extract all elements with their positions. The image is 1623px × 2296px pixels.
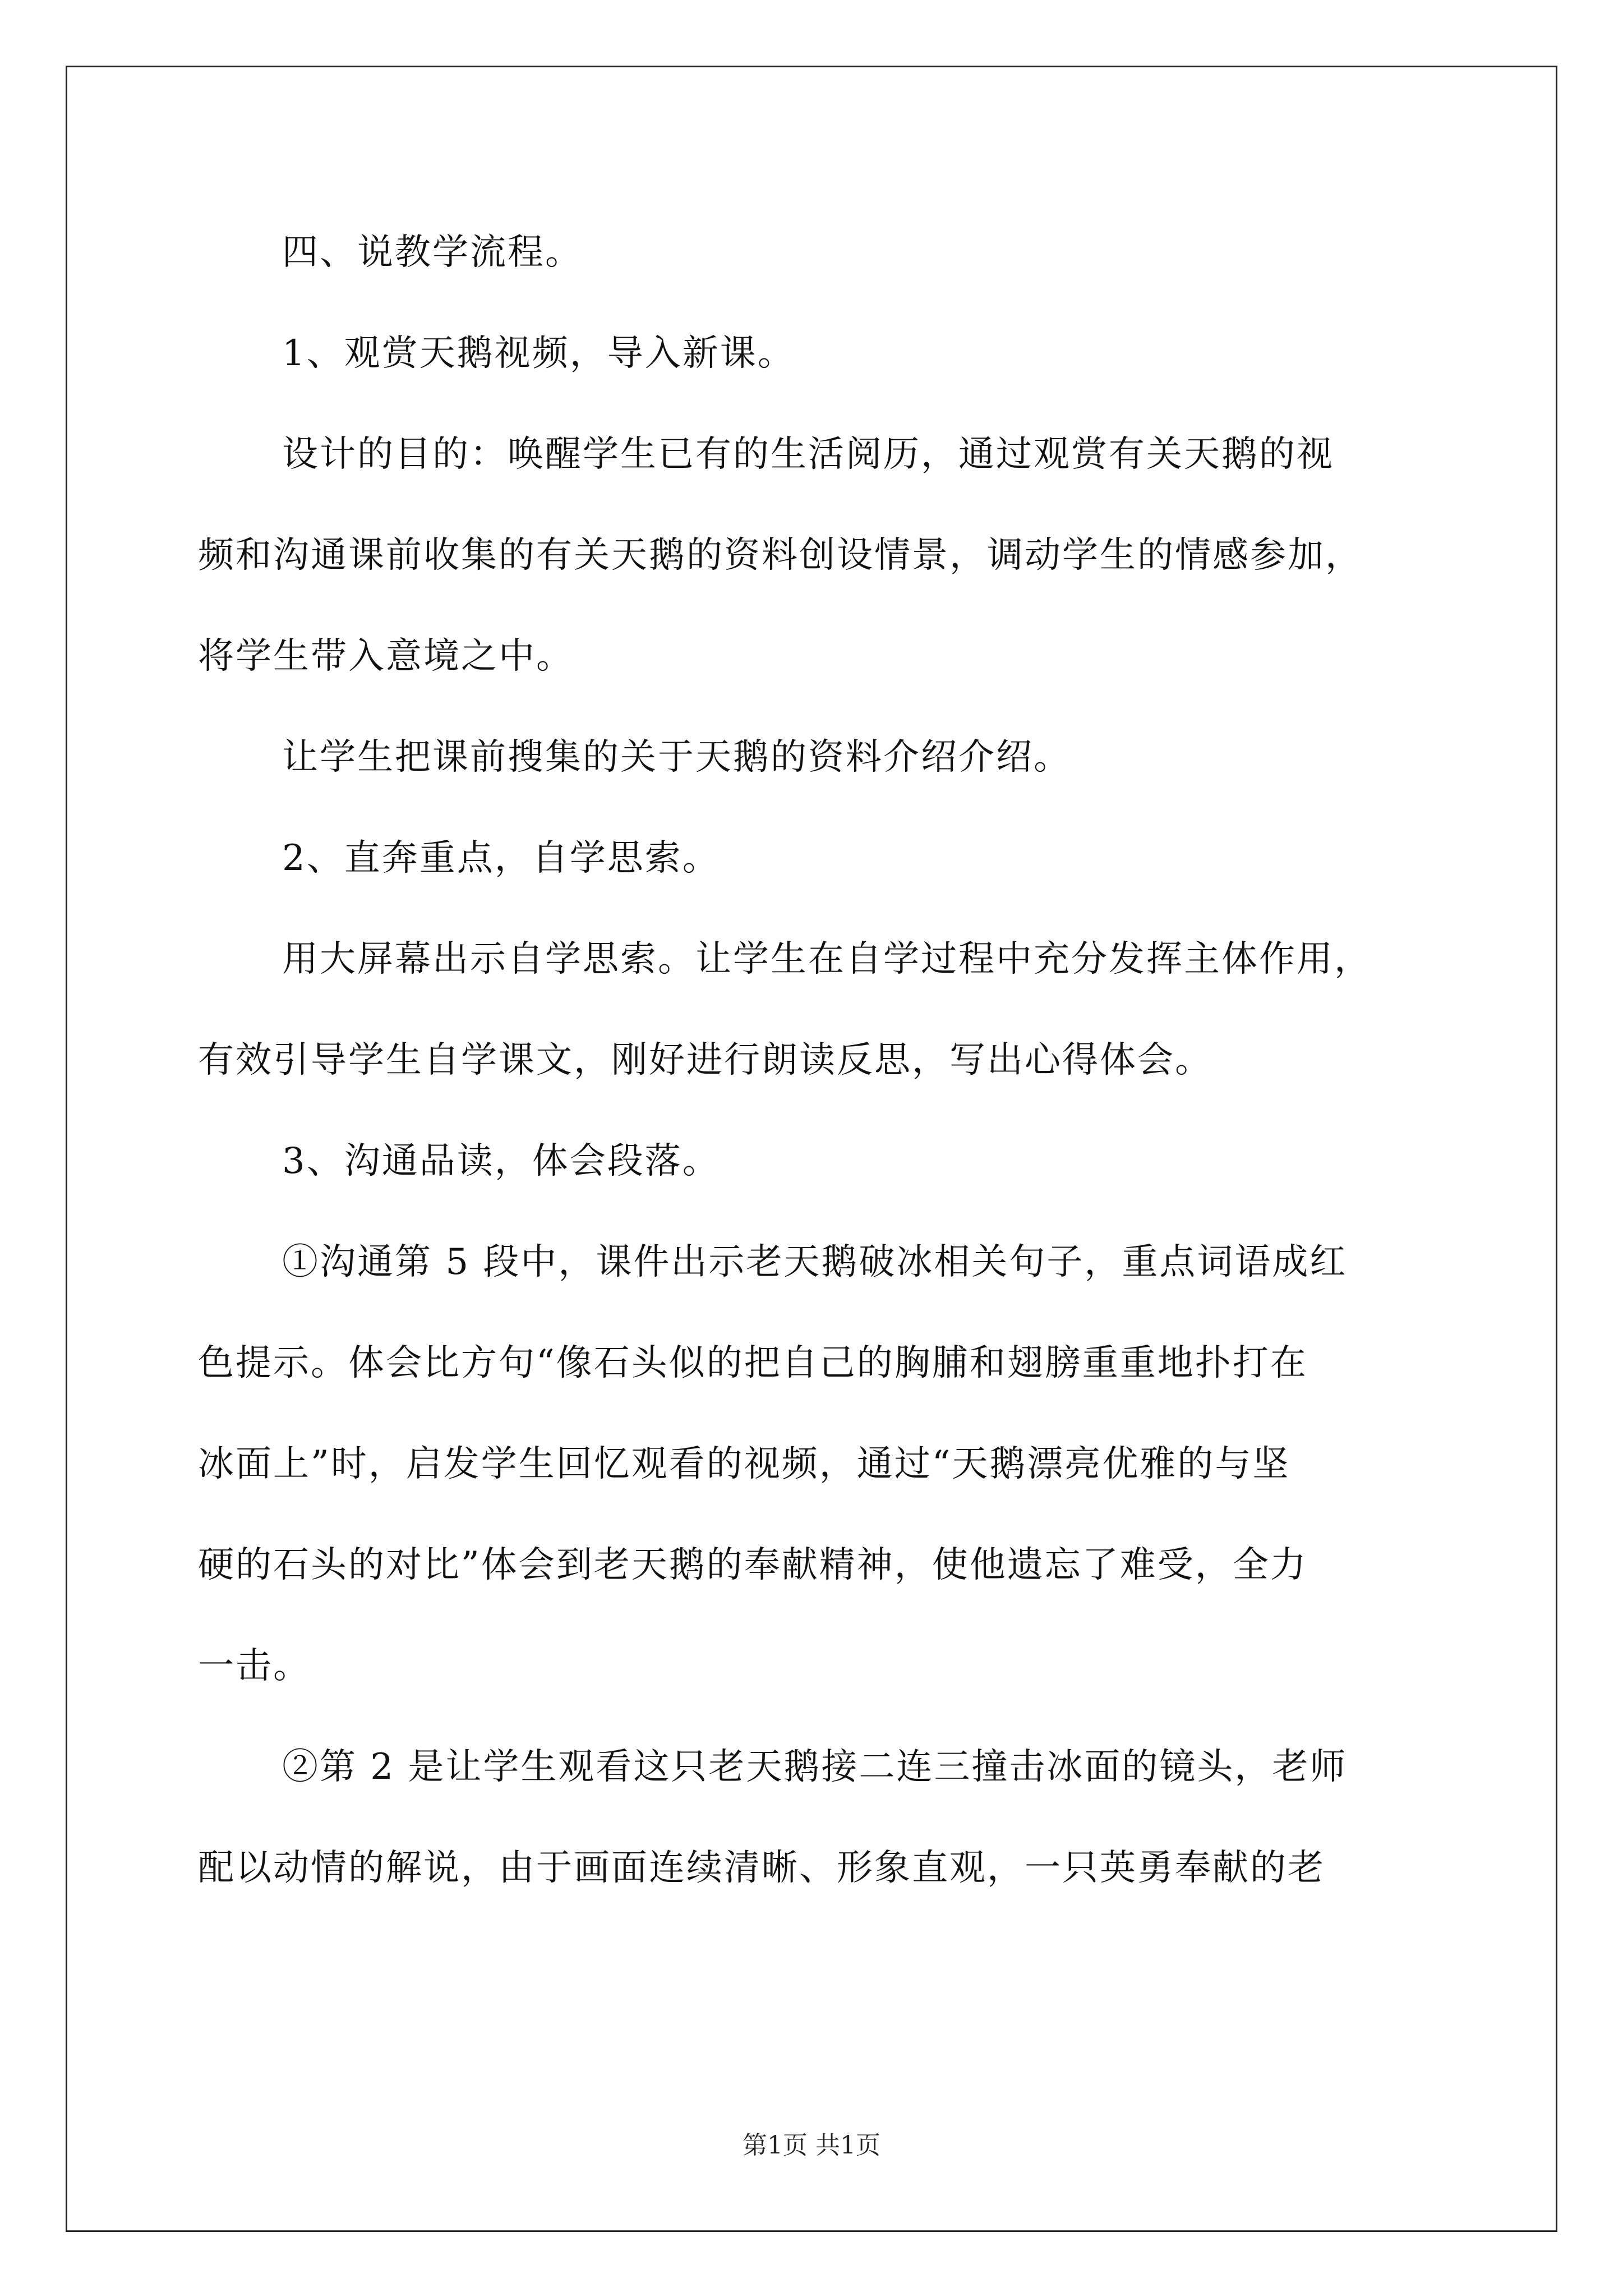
step-3-heading: 3、沟通品读，体会段落。	[282, 1140, 720, 1182]
section-heading-teaching-process: 四、说教学流程。	[282, 232, 583, 273]
paragraph-line: ①沟通第 5 段中，课件出示老天鹅破冰相关句子，重点词语成红	[282, 1241, 1348, 1283]
paragraph-line: 将学生带入意境之中。	[198, 636, 574, 677]
paragraph-line: ②第 2 是让学生观看这只老天鹅接二连三撞击冰面的镜头，老师	[282, 1746, 1348, 1788]
step-2-heading: 2、直奔重点，自学思索。	[282, 838, 720, 879]
paragraph-line: 一击。	[198, 1645, 311, 1687]
step-1-heading: 1、观赏天鹅视频，导入新课。	[282, 333, 795, 374]
paragraph-line: 频和沟通课前收集的有关天鹅的资料创设情景，调动学生的情感参加，	[198, 535, 1363, 576]
paragraph-line: 硬的石头的对比”体会到老天鹅的奉献精神，使他遗忘了难受，全力	[198, 1544, 1308, 1586]
paragraph-line: 让学生把课前搜集的关于天鹅的资料介绍介绍。	[282, 737, 1071, 778]
paragraph-line: 色提示。体会比方句“像石头似的把自己的胸脯和翅膀重重地扑打在	[198, 1342, 1308, 1384]
paragraph-line: 设计的目的：唤醒学生已有的生活阅历，通过观赏有关天鹅的视	[282, 434, 1334, 475]
paragraph-line: 有效引导学生自学课文，刚好进行朗读反思，写出心得体会。	[198, 1039, 1212, 1081]
page-number-footer: 第1页 共1页	[743, 2131, 880, 2160]
paragraph-line: 配以动情的解说，由于画面连续清晰、形象直观，一只英勇奉献的老	[198, 1847, 1325, 1889]
paragraph-line: 冰面上”时，启发学生回忆观看的视频，通过“天鹅漂亮优雅的与坚	[198, 1443, 1290, 1485]
paragraph-line: 用大屏幕出示自学思索。让学生在自学过程中充分发挥主体作用，	[282, 938, 1372, 980]
